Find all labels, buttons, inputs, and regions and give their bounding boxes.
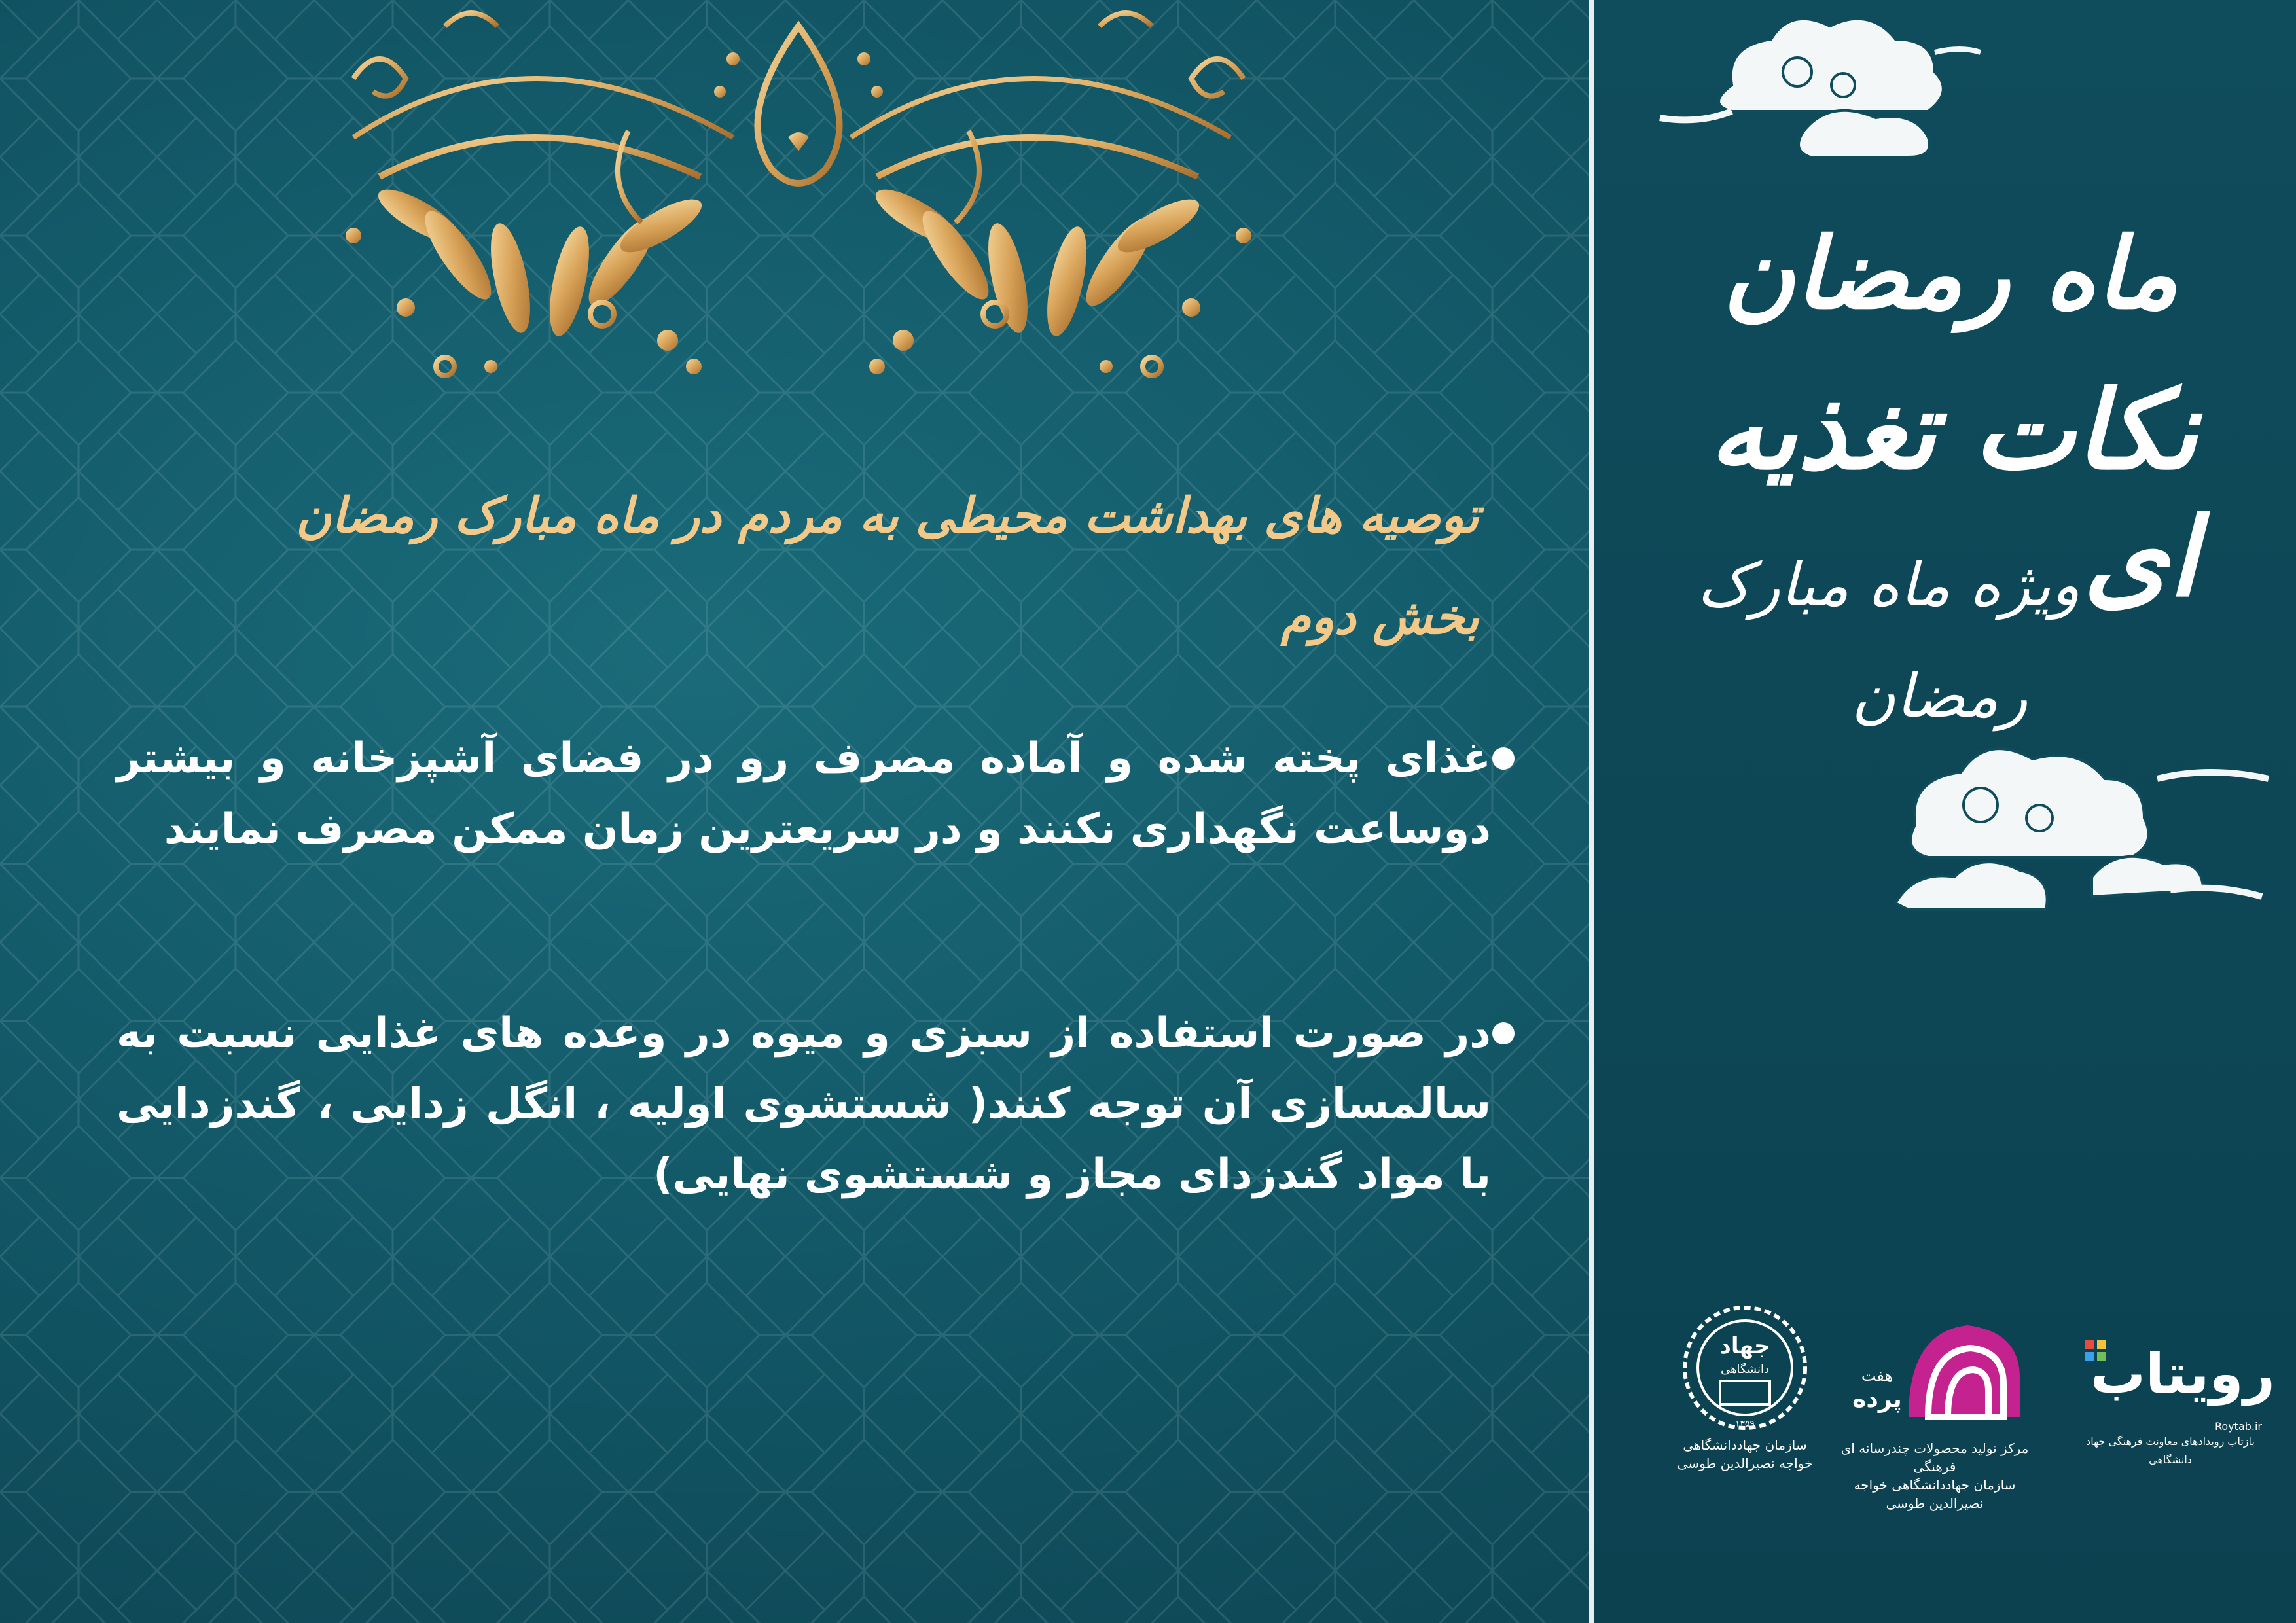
subtitle-line-1: ویژه ماه مبارک <box>1697 550 2080 620</box>
vertical-divider <box>1589 0 1594 1623</box>
jahad-logo-year: ۱۳۵۹ <box>1734 1419 1755 1429</box>
haft-parde-caption-line-2: سازمان جهاددانشگاهی خواجه نصیرالدین طوسی <box>1854 1477 2016 1511</box>
haft-parde-emblem-icon <box>1837 1306 2033 1436</box>
bullet-point <box>1492 1022 1515 1044</box>
haft-parde-caption-line-1: مرکز تولید محصولات چندرسانه ای فرهنگی <box>1840 1440 2029 1474</box>
roytab-logo <box>2066 1335 2275 1469</box>
gold-mandala-ornament <box>275 0 1322 406</box>
jahad-emblem-icon <box>1679 1302 1810 1433</box>
jahad-caption-line-1: سازمان جهاددانشگاهی <box>1683 1437 1807 1453</box>
paragraph-2: در صورت استفاده از سبزی و میوه در وعده های غذایی نسبت به سالمسازی آن توجه کنند( شستشوی اولیه ، انگل زدایی ، گندزدایی با مواد گندزدای مجاز و شستشوی نهایی) <box>117 1009 1491 1199</box>
bullet-point <box>1492 747 1515 770</box>
cloud-ornament <box>1895 726 2275 942</box>
title-line-2: نکات تغذیه ای <box>1709 366 2198 620</box>
haft-parde-name-2: پرده <box>1852 1386 1902 1413</box>
jahad-caption-line-2: خواجه نصیرالدین طوسی <box>1677 1455 1813 1471</box>
heading: توصیه های بهداشت محیطی به مردم در ماه مبارک رمضان <box>296 488 1479 544</box>
jahad-logo-name: جهاد <box>1719 1333 1770 1359</box>
jahad-logo-sub: دانشگاهی <box>1720 1363 1770 1376</box>
subtitle-line-2: رمضان <box>1851 661 2028 731</box>
title-line-1: ماه رمضان <box>1723 216 2178 331</box>
roytab-caption: بازتاب رویدادهای معاونت فرهنگی جهاد دانشگاهی <box>2086 1435 2255 1466</box>
roytab-url: Roytab.ir <box>2215 1420 2262 1433</box>
cloud-ornament <box>1647 13 1987 157</box>
haft-parde-name: هفت <box>1861 1366 1893 1385</box>
haft-parde-logo <box>1837 1306 2033 1512</box>
paragraph-1: غذای پخته شده و آماده مصرف رو در فضای آشپزخانه و بیشتر دوساعت نگهداری نکنند و در سریعترین زمان ممکن مصرف نمایند <box>117 734 1491 853</box>
roytab-name: رویتاب <box>2090 1342 2275 1406</box>
right-panel <box>1594 0 2296 1623</box>
subheading: بخش دوم <box>1281 589 1479 645</box>
jahad-daneshgahi-logo <box>1666 1302 1823 1472</box>
